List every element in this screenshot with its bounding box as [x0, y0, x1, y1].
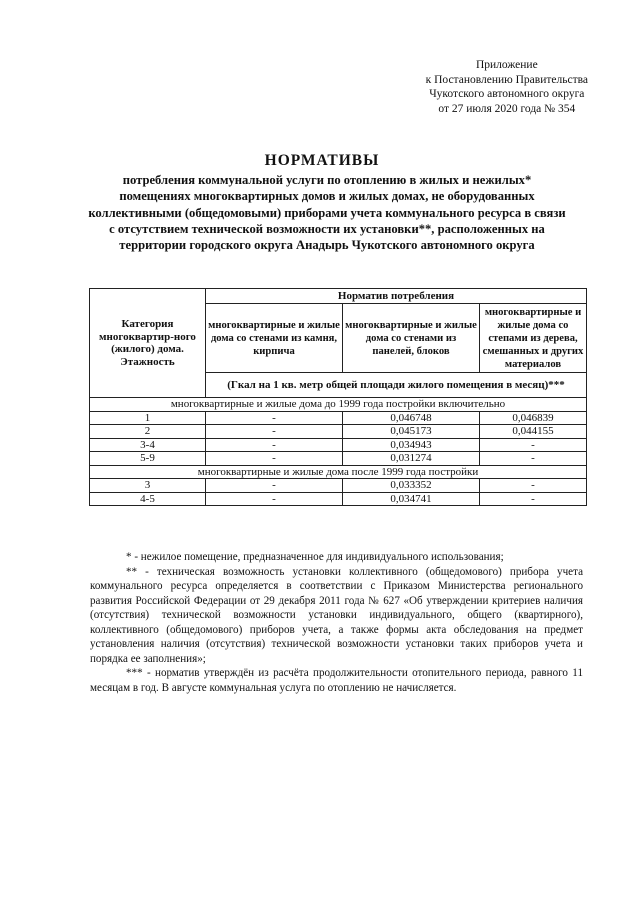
- footnotes: [90, 550, 583, 695]
- stone-cell: -: [206, 411, 343, 425]
- appendix-line: Чукотского автономного округа: [429, 88, 585, 100]
- wood-cell: -: [480, 479, 587, 493]
- appendix-line: к Постановлению Правительства: [425, 73, 588, 86]
- category-header: Категория многоквартир-ного (жилого) дома. Этажность: [90, 289, 206, 398]
- wood-cell: -: [480, 438, 587, 452]
- wood-cell: 0,046839: [480, 411, 587, 425]
- col-wood-header: многоквартирные и жилые дома со степами из дерева, смешанных и других материалов: [480, 304, 587, 373]
- table-row: [90, 411, 587, 425]
- floors-cell: 2: [90, 425, 206, 439]
- appendix-header: [426, 58, 588, 116]
- table-row: [90, 479, 587, 493]
- wood-cell: -: [480, 452, 587, 466]
- table-row: [90, 425, 587, 439]
- footnote: *** - норматив утверждён из расчёта продолжительности отопительного периода, равного 11 месяцам в год. В августе коммунальная услуга по отоплению не начисляется.: [90, 667, 583, 694]
- norm-header: Норматив потребления: [206, 289, 587, 304]
- panel-cell: 0,045173: [343, 425, 480, 439]
- stone-cell: -: [206, 438, 343, 452]
- unit-header: (Гкал на 1 кв. метр общей площади жилого помещения в месяц)***: [206, 373, 587, 398]
- floors-cell: 3: [90, 479, 206, 493]
- stone-cell: -: [206, 492, 343, 506]
- panel-cell: 0,034741: [343, 492, 480, 506]
- group-header: многоквартирные и жилые дома до 1999 года постройки включительно: [90, 398, 587, 412]
- table-row: [90, 492, 587, 506]
- appendix-line: Приложение: [475, 59, 538, 71]
- stone-cell: -: [206, 452, 343, 466]
- panel-cell: 0,031274: [343, 452, 480, 466]
- norms-table: [89, 288, 587, 506]
- wood-cell: -: [480, 492, 587, 506]
- stone-cell: -: [206, 479, 343, 493]
- panel-cell: 0,046748: [343, 411, 480, 425]
- floors-cell: 3-4: [90, 438, 206, 452]
- floors-cell: 5-9: [90, 452, 206, 466]
- floors-cell: 1: [90, 411, 206, 425]
- col-panel-header: многоквартирные и жилые дома со стенами из панелей, блоков: [343, 304, 480, 373]
- stone-cell: -: [206, 425, 343, 439]
- wood-cell: 0,044155: [480, 425, 587, 439]
- footnote: * - нежилое помещение, предназначенное для индивидуального использования;: [126, 551, 504, 563]
- panel-cell: 0,033352: [343, 479, 480, 493]
- group-header: многоквартирные и жилые дома после 1999 года постройки: [90, 465, 587, 479]
- col-stone-header: многоквартирные и жилые дома со стенами из камня, кирпича: [206, 304, 343, 373]
- document-title: НОРМАТИВЫ: [264, 152, 380, 169]
- floors-cell: 4-5: [90, 492, 206, 506]
- table-row: [90, 438, 587, 452]
- document-subtitle: потребления коммунальной услуги по отоплению в жилых и нежилых* помещениях многоквартирных домов и жилых домах, не оборудованных коллективными (общедомовыми) приборами учета коммунального ресурса в связи с отсутствием технической возможности их установки**, расположенных на территории городского округа Анадырь Чукотского автономного округа: [88, 173, 566, 253]
- table-row: [90, 452, 587, 466]
- panel-cell: 0,034943: [343, 438, 480, 452]
- appendix-line: от 27 июля 2020 года № 354: [438, 102, 576, 115]
- footnote: ** - техническая возможность установки коллективного (общедомового) прибора учета коммунального ресурса определяется в соответствии с Приказом Министерства регионального развития Российской Федерации от 29 декабря 2011 года № 627 «Об утверждении критериев наличия (отсутствия) технической возможности установки индивидуального, общего (квартирного), коллективного (общедомового) приборов учета, а также формы акта обследования на предмет установления наличия (отсутствия) технической возможности установки таких приборов учета и порядка ее заполнения»;: [90, 565, 583, 665]
